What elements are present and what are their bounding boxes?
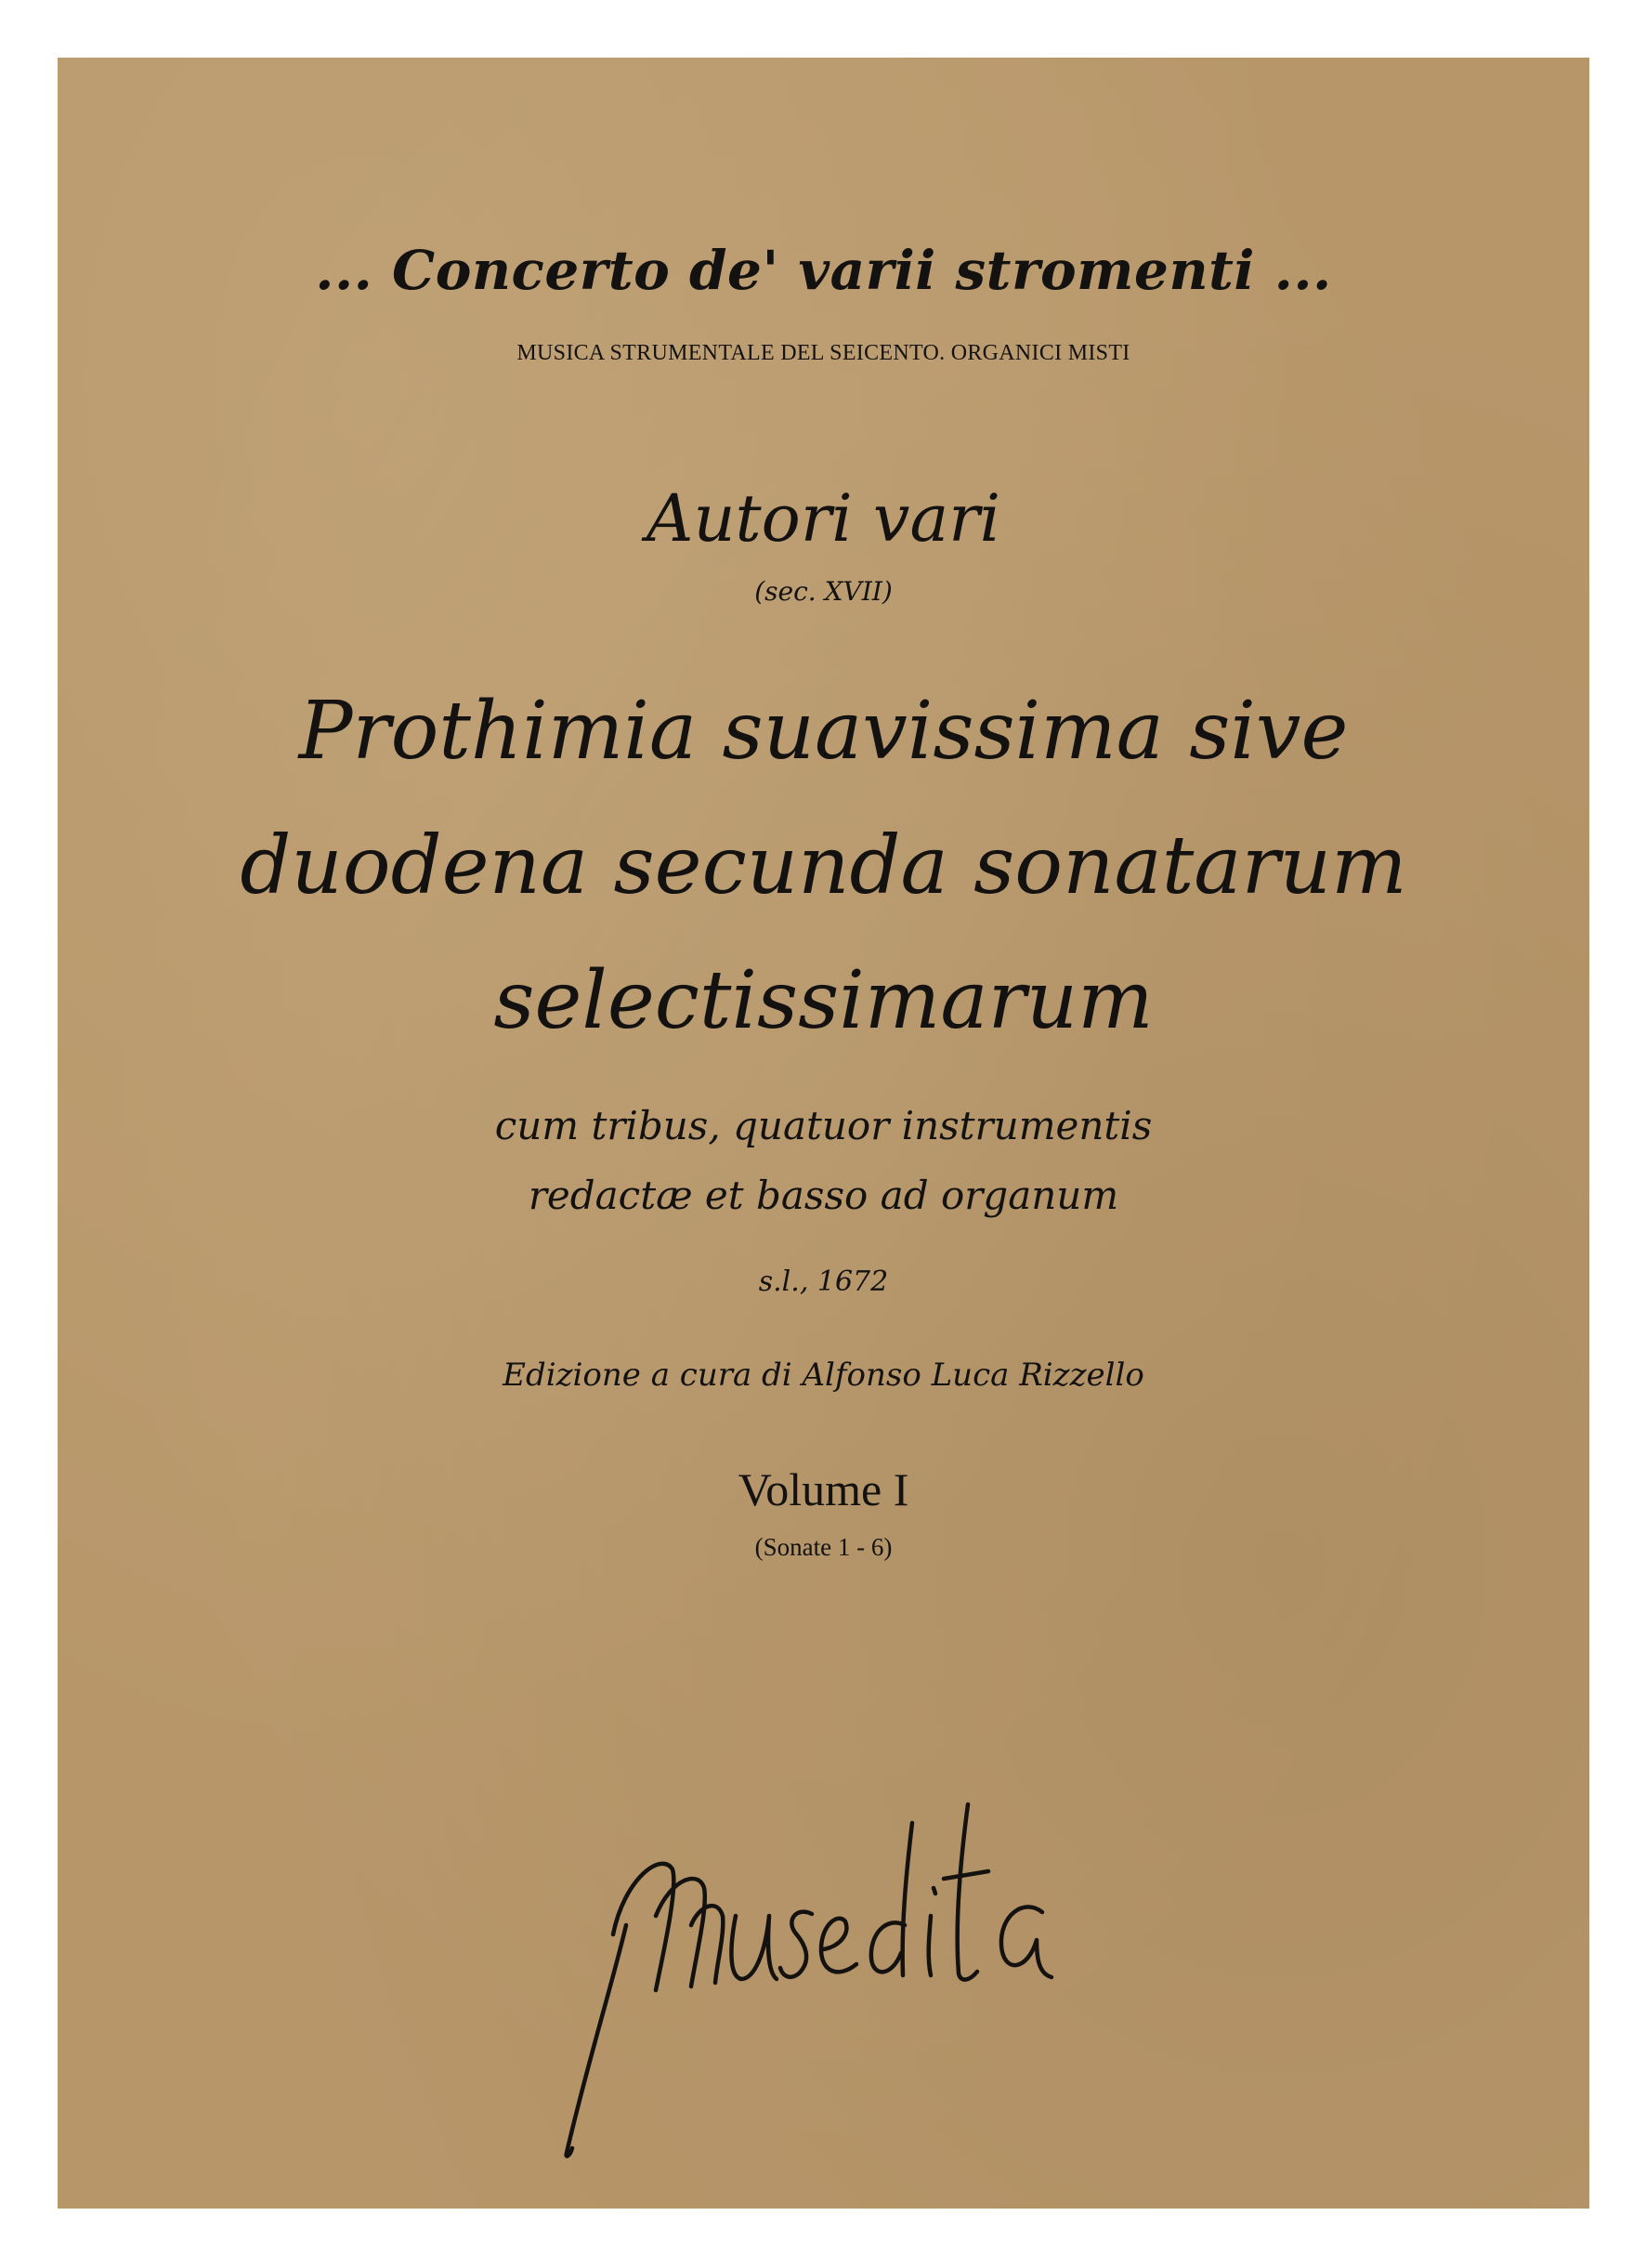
work-title-line-1: Prothimia suavissima sive (298, 685, 1349, 778)
place-date: s.l., 1672 (758, 1265, 889, 1298)
series-title: ... Concerto de' varii stromenti ... (315, 239, 1332, 302)
series-subtitle: MUSICA STRUMENTALE DEL SEICENTO. ORGANICI MISTI (516, 341, 1130, 365)
cover-sheet (58, 58, 1589, 2209)
work-title-line-2: duodena secunda sonatarum (240, 819, 1407, 912)
author-century: (sec. XVII) (754, 576, 893, 607)
work-subtitle-line-2: redactæ et basso ad organum (528, 1173, 1119, 1218)
volume-range: (Sonate 1 - 6) (754, 1533, 893, 1561)
volume-label: Volume I (738, 1463, 909, 1515)
author-name: Autori vari (646, 480, 1001, 557)
work-title-line-3: selectissimarum (493, 954, 1154, 1047)
work-subtitle-line-1: cum tribus, quatuor instrumentis (494, 1103, 1153, 1148)
editor-credit: Edizione a cura di Alfonso Luca Rizzello (503, 1357, 1144, 1394)
publisher-signature-logo (559, 1767, 1135, 2176)
